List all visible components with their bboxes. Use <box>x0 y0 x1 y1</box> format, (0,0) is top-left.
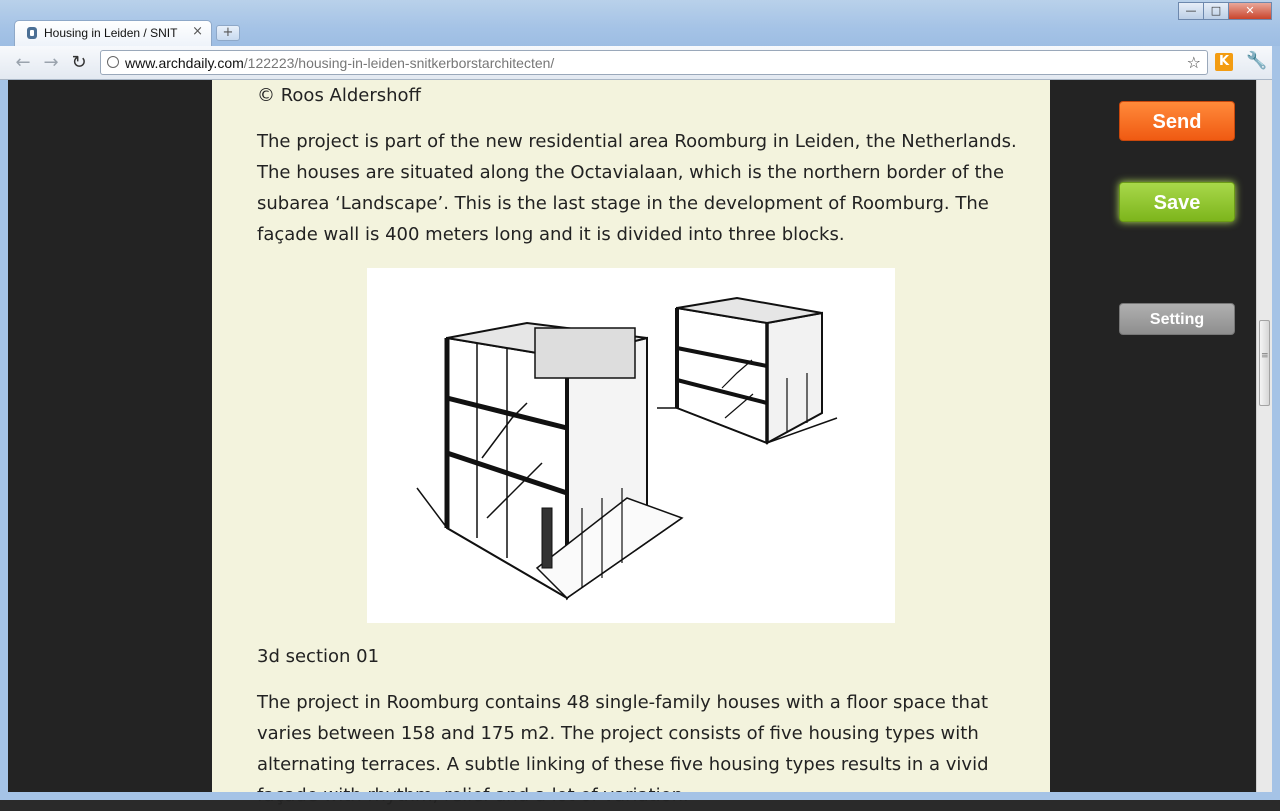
article-column <box>212 80 1050 792</box>
vertical-scrollbar[interactable] <box>1256 80 1272 792</box>
address-bar[interactable] <box>100 50 1208 75</box>
setting-button[interactable]: Setting <box>1119 303 1235 335</box>
window-frame-right <box>1272 46 1280 800</box>
section-drawing-image <box>367 268 895 623</box>
back-arrow-icon[interactable]: ← <box>15 52 31 73</box>
url-domain: www.archdaily.com <box>125 55 244 71</box>
article-paragraph: The project is part of the new residential area Roomburg in Leiden, the Netherlands. The houses are situated along the Octavialaan, which is the northern border of the subarea ‘Landscape’. This is the last stage in the development of Roomburg. The façade wall is 400 meters long and it is divided into three blocks. <box>257 131 1017 245</box>
url-path: /122223/housing-in-leiden-snitkerborstarchitecten/ <box>243 55 555 71</box>
reload-icon[interactable]: ↻ <box>71 52 87 73</box>
globe-icon <box>107 56 119 68</box>
url-text[interactable] <box>125 55 554 71</box>
window-controls <box>1178 2 1272 20</box>
window-frame-left <box>0 80 8 800</box>
browser-toolbar <box>0 46 1280 80</box>
photo-credit: © Roos Aldershoff <box>257 85 421 106</box>
extension-k-icon[interactable]: K <box>1215 53 1233 71</box>
scrollbar-thumb[interactable] <box>1259 320 1270 406</box>
wrench-icon[interactable]: 🔧 <box>1246 51 1268 71</box>
title-bar <box>0 0 1280 46</box>
browser-tab[interactable] <box>14 20 212 46</box>
tab-title: Housing in Leiden / SNIT <box>44 26 178 40</box>
send-button[interactable]: Send <box>1119 101 1235 141</box>
figure-caption: 3d section 01 <box>257 646 380 667</box>
article-paragraph: The project in Roomburg contains 48 single-family houses with a floor space that varies between 158 and 175 m2. The project consists of five housing types with alternating terraces. A subtle linking of these five housing types results in a vivid <box>257 692 989 775</box>
new-tab-button[interactable]: + <box>216 25 240 41</box>
minimize-button[interactable]: — <box>1178 2 1204 20</box>
forward-arrow-icon[interactable]: → <box>43 52 59 73</box>
bookmark-star-icon[interactable]: ☆ <box>1186 53 1201 72</box>
page-viewport <box>8 80 1256 792</box>
3d-section-drawing <box>367 268 895 623</box>
tab-close-icon[interactable]: × <box>192 24 203 39</box>
window-frame-bottom <box>0 792 1280 800</box>
close-window-button[interactable]: ✕ <box>1228 2 1272 20</box>
maximize-button[interactable]: □ <box>1203 2 1229 20</box>
save-button[interactable]: Save <box>1119 182 1235 222</box>
site-favicon-icon <box>27 27 37 39</box>
